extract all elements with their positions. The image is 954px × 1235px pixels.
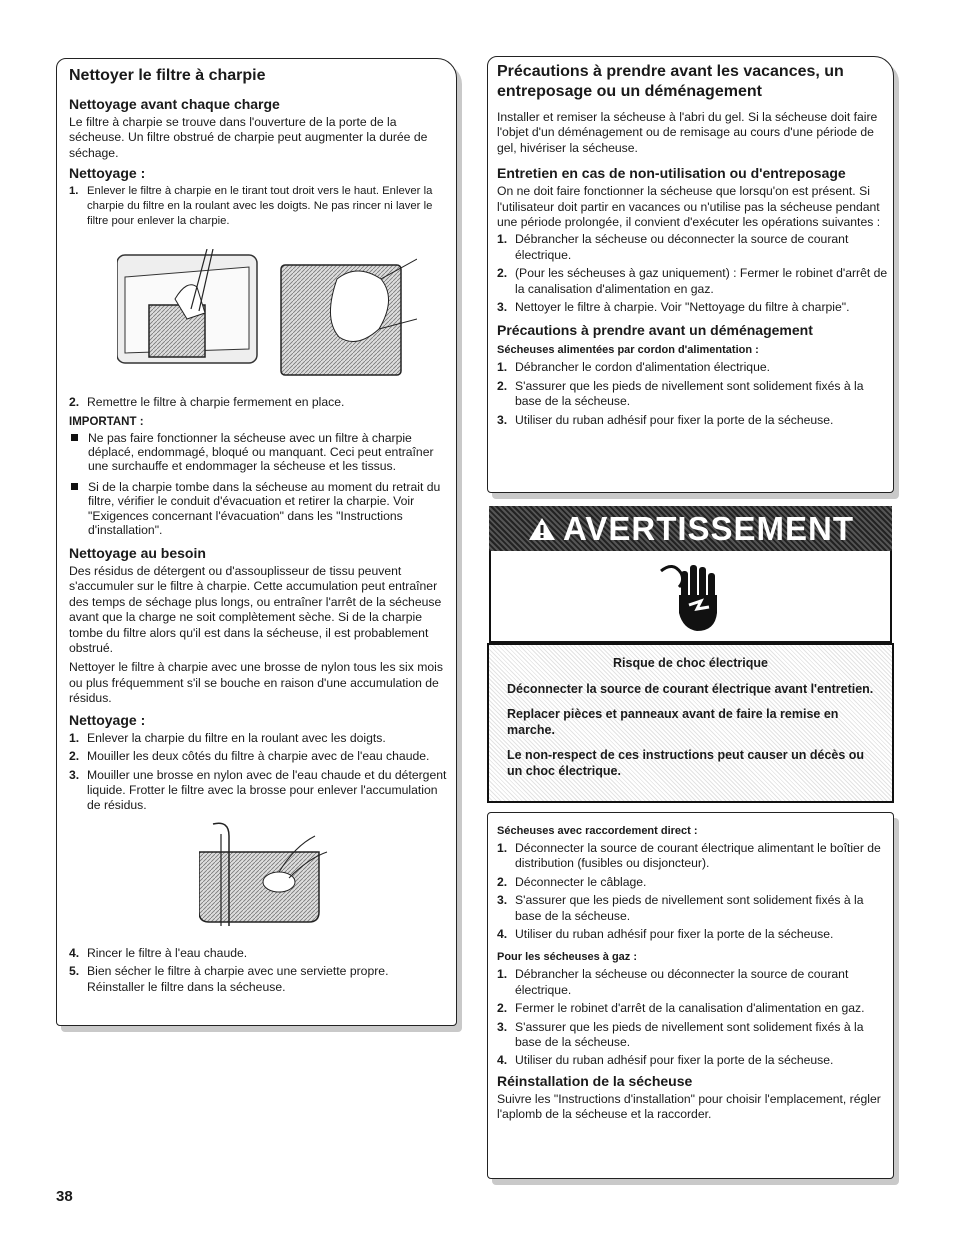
step-text: Mouiller les deux côtés du filtre à charpie avec de l'eau chaude.: [87, 749, 430, 764]
subheading: Sécheuses avec raccordement direct :: [497, 825, 698, 837]
warning-line: Replacer pièces et panneaux avant de faire la remise en marche.: [507, 707, 839, 737]
step-text: Fermer le robinet d'arrêt de la canalisation d'alimentation en gaz.: [515, 1001, 865, 1016]
subsection-heading: Nettoyage avant chaque charge: [69, 96, 280, 112]
step-text: Déconnecter la source de courant électrique alimentant le boîtier de distribution (fusibles ou disjoncteur).: [515, 841, 881, 871]
step: [497, 927, 889, 942]
step-text: Débrancher la sécheuse ou déconnecter la source de courant électrique.: [515, 232, 849, 262]
step-text: Rincer le filtre à l'eau chaude.: [87, 945, 248, 960]
warning-line: Le non-respect de ces instructions peut causer un décès ou un choc électrique.: [507, 748, 865, 778]
electric-shock-hand-icon: [659, 561, 729, 633]
paragraph: On ne doit faire fonctionner la sécheuse que lorsqu'on est présent. Si l'utilisateur doit partir en vacances ou n'utilise pas la sécheuse pendant une période prolongée, il convient d'exécuter les opérations suivantes :: [497, 184, 881, 230]
step-text: (Pour les sécheuses à gaz uniquement) : Fermer le robinet d'arrêt de la canalisation d'alimentation en gaz.: [515, 266, 888, 296]
step-number: 4.: [497, 1053, 508, 1068]
step: [69, 964, 447, 995]
step: [497, 875, 889, 890]
step-text: Utiliser du ruban adhésif pour fixer la porte de la sécheuse.: [515, 412, 834, 427]
paragraph: Le filtre à charpie se trouve dans l'ouverture de la porte de la sécheuse. Un filtre obstrué de charpie peut augmenter la durée de séchage.: [69, 115, 428, 160]
important-label: IMPORTANT :: [69, 415, 144, 428]
step-text: S'assurer que les pieds de nivellement sont solidement fixés à la base de la sécheuse.: [515, 893, 864, 923]
step-number: 2.: [497, 378, 508, 393]
step: [497, 379, 889, 410]
step: [69, 395, 447, 410]
warning-triangle-icon: [527, 516, 557, 542]
step-number: 1.: [497, 360, 508, 375]
step-number: 3.: [497, 1019, 508, 1034]
subsection-heading: Nettoyage au besoin: [69, 545, 206, 562]
step-text: Débrancher la sécheuse ou déconnecter la source de courant électrique.: [515, 967, 849, 997]
section-title: Nettoyer le filtre à charpie: [69, 67, 266, 84]
step-number: 2.: [497, 1001, 508, 1016]
cleaning-steps: [69, 731, 447, 814]
lint-filter-section: [69, 66, 447, 998]
step-number: 2.: [497, 266, 508, 281]
step-text: S'assurer que les pieds de nivellement sont solidement fixés à la base de la sécheuse.: [515, 1019, 864, 1050]
warning-header: [489, 506, 892, 551]
step: [497, 1053, 889, 1068]
step-text: Nettoyer le filtre à charpie. Voir "Nettoyage du filtre à charpie".: [515, 300, 850, 315]
section-title: Précautions à prendre avant les vacances, un entreposage ou un déménagement: [497, 63, 844, 100]
subsection-heading: Entretien en cas de non-utilisation ou d'entreposage: [497, 165, 846, 182]
step-number: 5.: [69, 964, 80, 979]
step-number: 1.: [69, 730, 80, 745]
step-number: 2.: [69, 749, 80, 764]
step-number: 2.: [69, 395, 80, 410]
step-text: Utiliser du ruban adhésif pour fixer la porte de la sécheuse.: [515, 927, 834, 942]
step: [69, 946, 447, 961]
step-text: Enlever le filtre à charpie en le tirant tout droit vers le haut. Enlever la charpie du filtre en la roulant avec les doigts. Ne pas rincer ni laver le filtre pour enlever la charpie.: [87, 185, 433, 228]
paragraph: Suivre les "Instructions d'installation" pour choisir l'emplacement, régler l'aplomb de la sécheuse et la raccorder.: [497, 1091, 881, 1122]
step: [497, 841, 889, 872]
paragraph: Nettoyer le filtre à charpie avec une brosse de nylon tous les six mois ou plus fréquemment s'il se bouche en raison d'une accumulation de résidus.: [69, 660, 443, 706]
bullet-text: Ne pas faire fonctionner la sécheuse avec un filtre à charpie déplacé, endommagé, bloqué ou manquant. Ceci peut entraîner une surchauffe et endommager la sécheuse et les tissus.: [88, 430, 434, 474]
bullet-item: [69, 431, 447, 474]
step-number: 1.: [497, 967, 508, 982]
step: [69, 768, 447, 814]
step-number: 1.: [497, 232, 508, 247]
warning-risk: Risque de choc électrique: [613, 656, 768, 670]
step-number: 3.: [497, 893, 508, 908]
storage-steps: [497, 232, 889, 315]
step-number: 3.: [497, 300, 508, 315]
step-text: S'assurer que les pieds de nivellement sont solidement fixés à la base de la sécheuse.: [515, 378, 864, 409]
subsection-heading: Réinstallation de la sécheuse: [497, 1072, 693, 1089]
lint-filter-removal-illustration: [117, 249, 417, 381]
cleaning-steps-final: [69, 946, 447, 995]
step-number: 4.: [497, 927, 508, 942]
step: [497, 893, 889, 924]
page-number: 38: [56, 1188, 73, 1205]
bullet-item: [69, 480, 447, 537]
gas-steps: [497, 967, 889, 1068]
step-text: Remettre le filtre à charpie fermement en place.: [87, 395, 345, 410]
step-text: Bien sécher le filtre à charpie avec une serviette propre. Réinstaller le filtre dans la sécheuse.: [87, 964, 389, 994]
step-number: 3.: [69, 767, 80, 782]
subheading: Nettoyage :: [69, 165, 146, 182]
bullet-square-icon: [71, 434, 78, 441]
step-number: 1.: [69, 185, 79, 198]
step-number: 1.: [497, 841, 508, 855]
step: [497, 413, 889, 428]
subheading: Pour les sécheuses à gaz :: [497, 951, 638, 964]
step: [497, 232, 889, 263]
warning-text-box: [487, 643, 894, 803]
subheading: Nettoyage :: [69, 711, 146, 728]
warning-title: AVERTISSEMENT: [562, 509, 855, 547]
bullet-square-icon: [71, 483, 78, 490]
moving-continued-section: [497, 820, 889, 1125]
step: [497, 300, 889, 315]
step-text: Déconnecter le câblage.: [515, 874, 647, 889]
subheading: Sécheuses alimentées par cordon d'alimentation :: [497, 344, 759, 357]
paragraph: Installer et remiser la sécheuse à l'abri du gel. Si la sécheuse doit faire l'objet d'un déménagement ou de remisage au cours d'une période de gel, hivériser la sécheuse.: [497, 110, 878, 155]
step-text: Utiliser du ruban adhésif pour fixer la porte de la sécheuse.: [515, 1053, 834, 1068]
warning-icon-area: [489, 551, 892, 643]
step-number: 2.: [497, 874, 508, 889]
vacation-section: [497, 62, 889, 431]
direct-connect-steps: [497, 841, 889, 942]
step: [69, 749, 447, 764]
step-text: Débrancher le cordon d'alimentation électrique.: [515, 360, 771, 375]
filter-brushing-illustration: [199, 822, 329, 942]
step: [497, 967, 889, 998]
step-number: 3.: [497, 412, 508, 427]
paragraph: Des résidus de détergent ou d'assouplisseur de tissu peuvent s'accumuler sur le filtre à charpie. Cette accumulation peut entraîner des temps de séchage plus longs, ou entraîner l'arrêt de la sécheuse avant que la charge ne soit complètement sèche. Si de la charpie tombe du filtre alors qu'il est dans la sécheuse, il est probablement obstrué.: [69, 564, 442, 656]
step-text: Mouiller une brosse en nylon avec de l'eau chaude et du détergent liquide. Frotter le filtre avec la brosse pour enlever l'accumulation de résidus.: [87, 767, 447, 813]
subsection-heading: Précautions à prendre avant un déménagement: [497, 322, 813, 339]
step: [497, 266, 889, 297]
bullet-text: Si de la charpie tombe dans la sécheuse au moment du retrait du filtre, vérifier le conduit d'évacuation et retirer la charpie. Voir "Exigences concernant l'évacuation" dans les "Instructions d'installation".: [88, 480, 441, 537]
step: [69, 731, 447, 746]
warning-line: Déconnecter la source de courant électrique avant l'entretien.: [507, 682, 874, 696]
step: [69, 184, 447, 229]
step: [497, 360, 889, 375]
step: [497, 1001, 889, 1016]
moving-steps: [497, 360, 889, 428]
step-number: 4.: [69, 945, 80, 960]
step: [497, 1020, 889, 1051]
step-text: Enlever la charpie du filtre en la roulant avec les doigts.: [87, 730, 386, 745]
